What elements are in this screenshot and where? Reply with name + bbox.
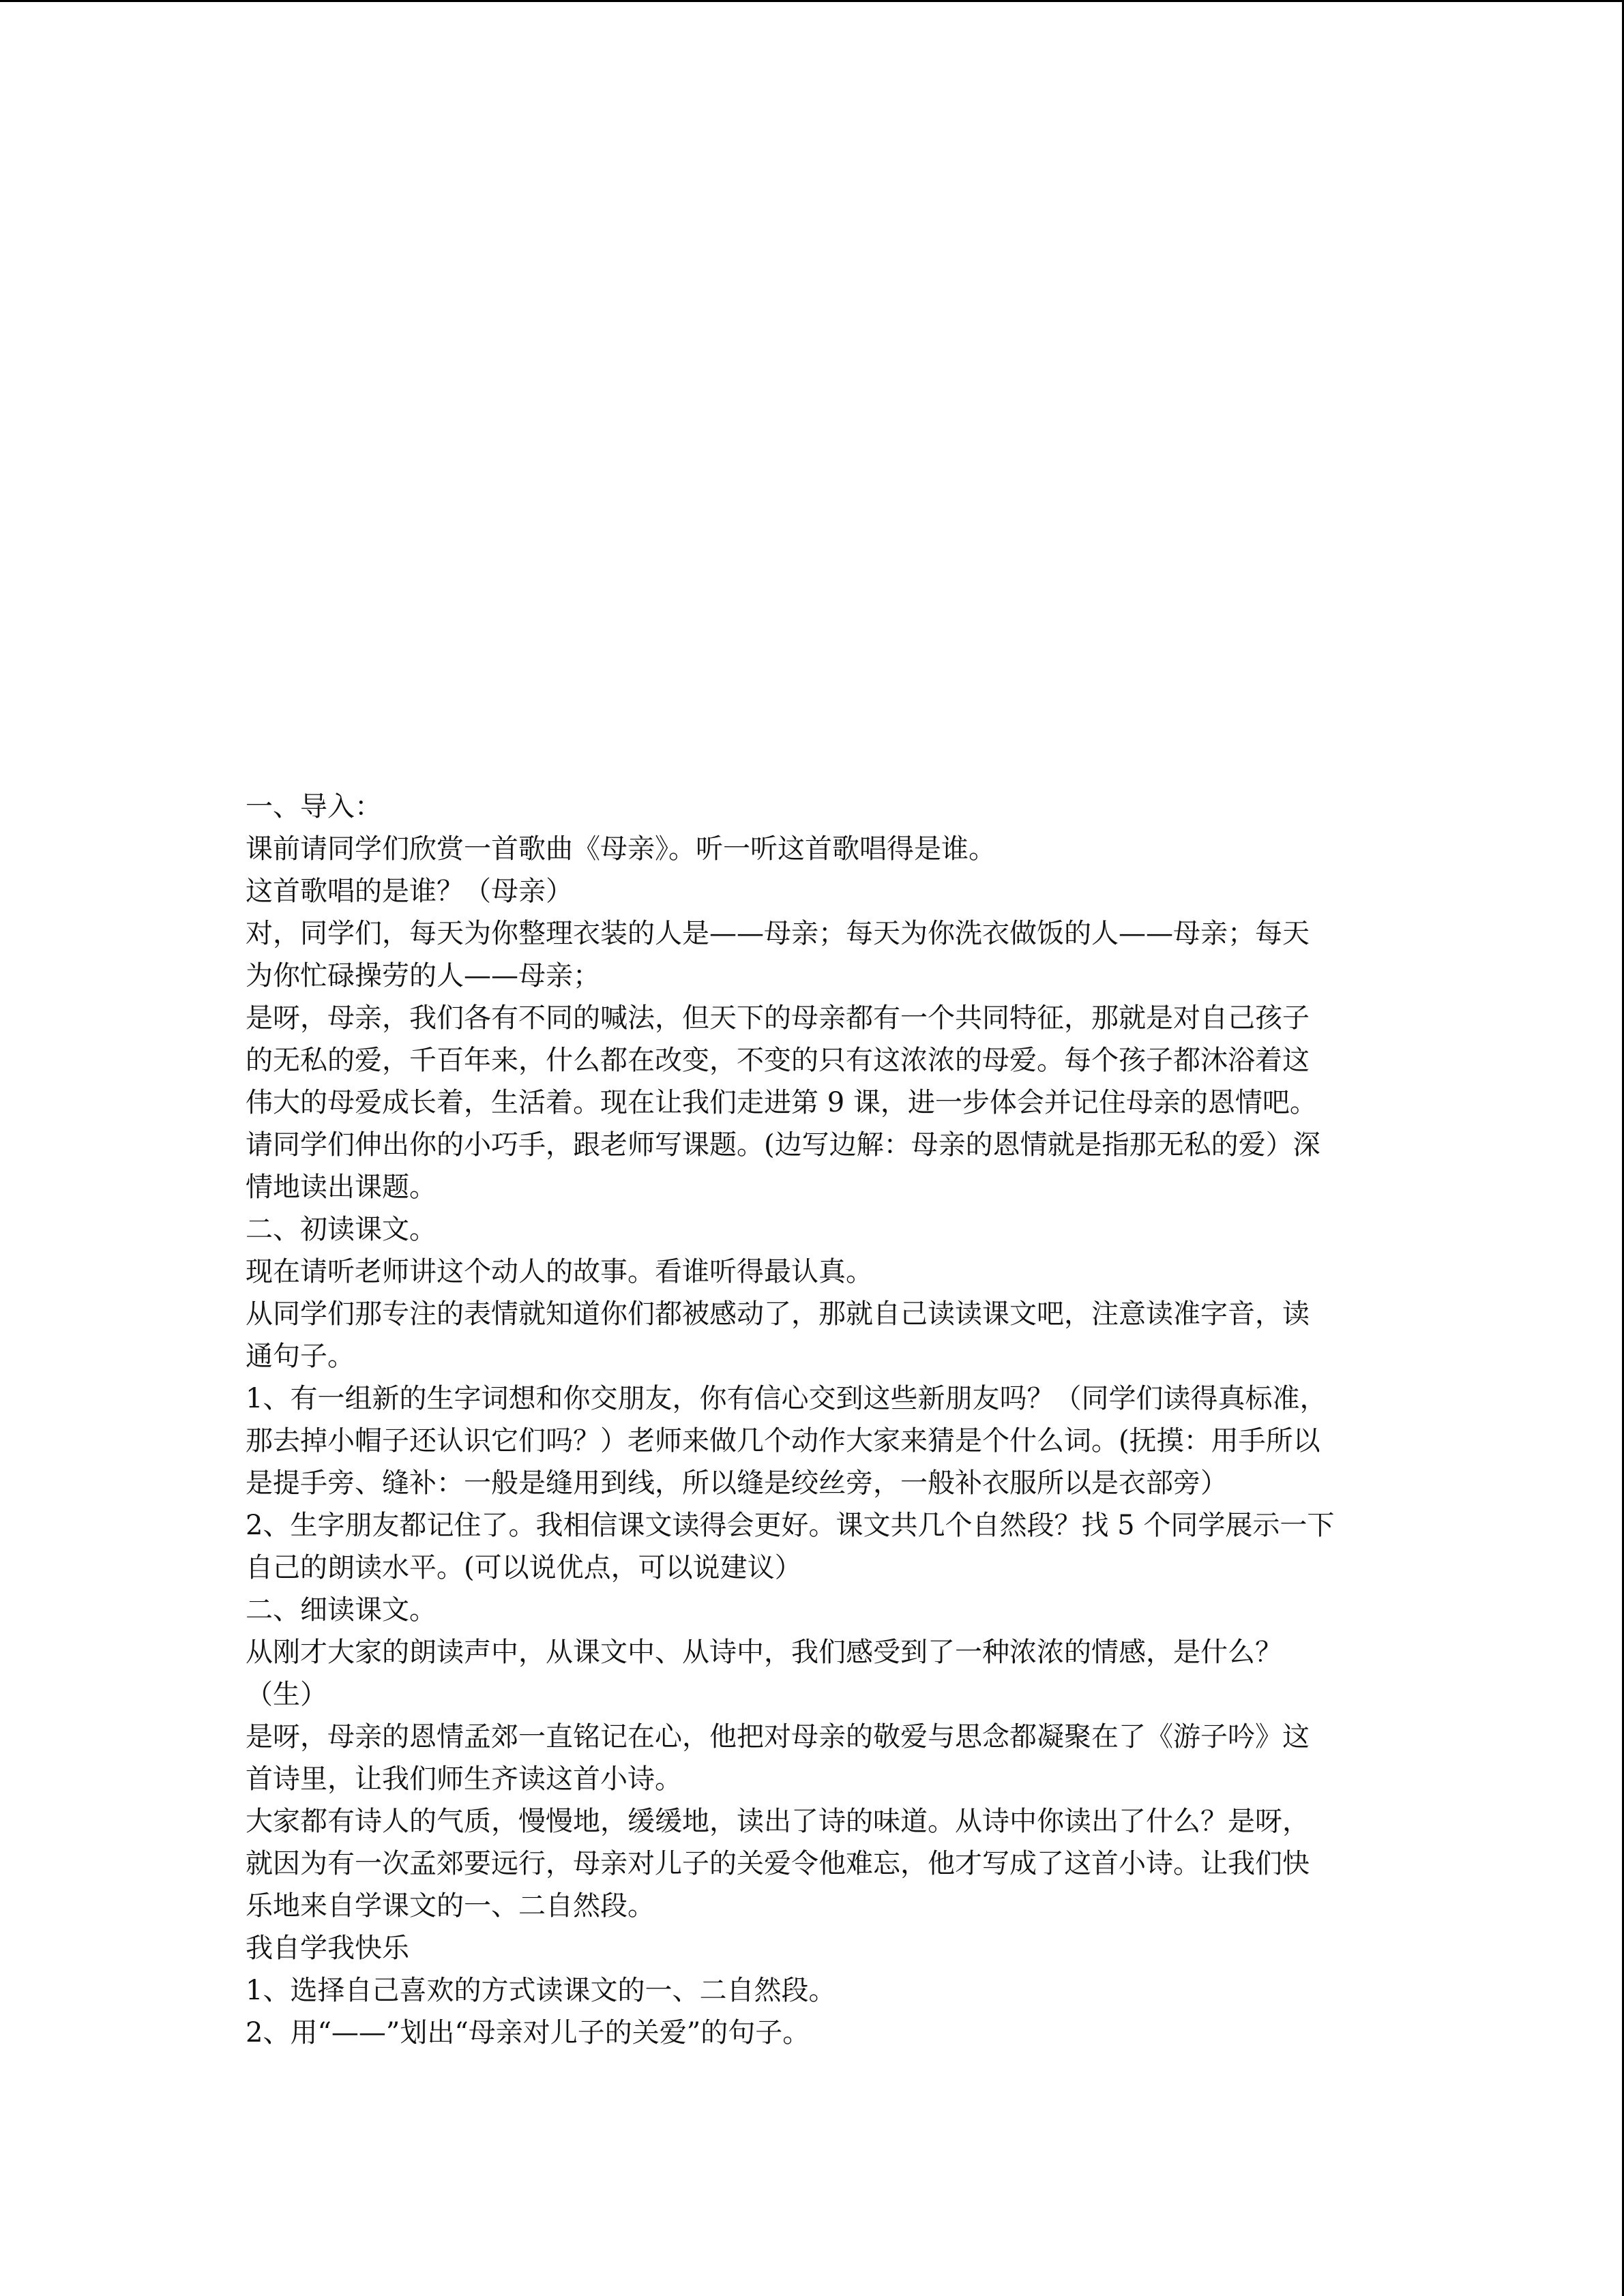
paragraph-line: （生） (246, 1679, 327, 1710)
paragraph-line: 课前请同学们欣赏一首歌曲《母亲》。听一听这首歌唱得是谁。 (246, 833, 996, 865)
paragraph-line: 从刚才大家的朗读声中，从课文中、从诗中，我们感受到了一种浓浓的情感，是什么？ (246, 1637, 1282, 1668)
paragraph-line: 伟大的母爱成长着，生活着。现在让我们走进第 9 课，进一步体会并记住母亲的恩情吧。 (246, 1087, 1317, 1118)
paragraph-line: 请同学们伸出你的小巧手，跟老师写课题。(边写边解：母亲的恩情就是指那无私的爱）深 (246, 1129, 1320, 1161)
paragraph-line: 的无私的爱，千百年来，什么都在改变，不变的只有这浓浓的母爱。每个孩子都沐浴着这 (246, 1045, 1310, 1076)
paragraph-line: 这首歌唱的是谁？（母亲） (246, 876, 573, 907)
paragraph-line: 对，同学们，每天为你整理衣装的人是——母亲；每天为你洗衣做饭的人——母亲；每天 (246, 918, 1310, 949)
list-item-continued: 自己的朗读水平。(可以说优点，可以说建议） (246, 1552, 802, 1583)
list-item: 2、生字朋友都记住了。我相信课文读得会更好。课文共几个自然段？找 5 个同学展示一下 (246, 1510, 1335, 1541)
paragraph-line: 是呀，母亲的恩情孟郊一直铭记在心，他把对母亲的敬爱与思念都凝聚在了《游子吟》这 (246, 1721, 1310, 1753)
paragraph-line: 乐地来自学课文的一、二自然段。 (246, 1890, 655, 1922)
paragraph-line: 为你忙碌操劳的人——母亲； (246, 960, 600, 992)
paragraph-line: 是呀，母亲，我们各有不同的喊法，但天下的母亲都有一个共同特征，那就是对自己孩子 (246, 1002, 1310, 1034)
list-item: 1、选择自己喜欢的方式读课文的一、二自然段。 (246, 1975, 836, 2006)
subheading-self-study: 我自学我快乐 (246, 1933, 409, 1964)
paragraph-line: 就因为有一次孟郊要远行，母亲对儿子的关爱令他难忘，他才写成了这首小诗。让我们快 (246, 1848, 1310, 1879)
paragraph-line: 通句子。 (246, 1341, 355, 1372)
list-item: 1、有一组新的生字词想和你交朋友，你有信心交到这些新朋友吗？（同学们读得真标准， (246, 1383, 1327, 1414)
section-heading-first-reading: 二、初读课文。 (246, 1214, 437, 1245)
paragraph-line: 首诗里，让我们师生齐读这首小诗。 (246, 1763, 682, 1795)
list-item-continued: 那去掉小帽子还认识它们吗？）老师来做几个动作大家来猜是个什么词。(抚摸：用手所以 (246, 1425, 1320, 1457)
paragraph-line: 情地读出课题。 (246, 1172, 437, 1203)
section-heading-intro: 一、导入： (246, 791, 382, 822)
paragraph-line: 从同学们那专注的表情就知道你们都被感动了，那就自己读读课文吧，注意读准字音，读 (246, 1298, 1310, 1330)
list-item-continued: 是提手旁、缝补：一般是缝用到线，所以缝是绞丝旁，一般补衣服所以是衣部旁） (246, 1467, 1228, 1499)
paragraph-line: 现在请听老师讲这个动人的故事。看谁听得最认真。 (246, 1256, 873, 1287)
section-heading-close-reading: 二、细读课文。 (246, 1594, 437, 1626)
list-item: 2、用“——”划出“母亲对儿子的关爱”的句子。 (246, 2017, 810, 2048)
paragraph-line: 大家都有诗人的气质，慢慢地，缓缓地，读出了诗的味道。从诗中你读出了什么？是呀， (246, 1806, 1310, 1837)
document-body (246, 786, 1391, 2054)
page-top-border (0, 0, 1624, 2)
